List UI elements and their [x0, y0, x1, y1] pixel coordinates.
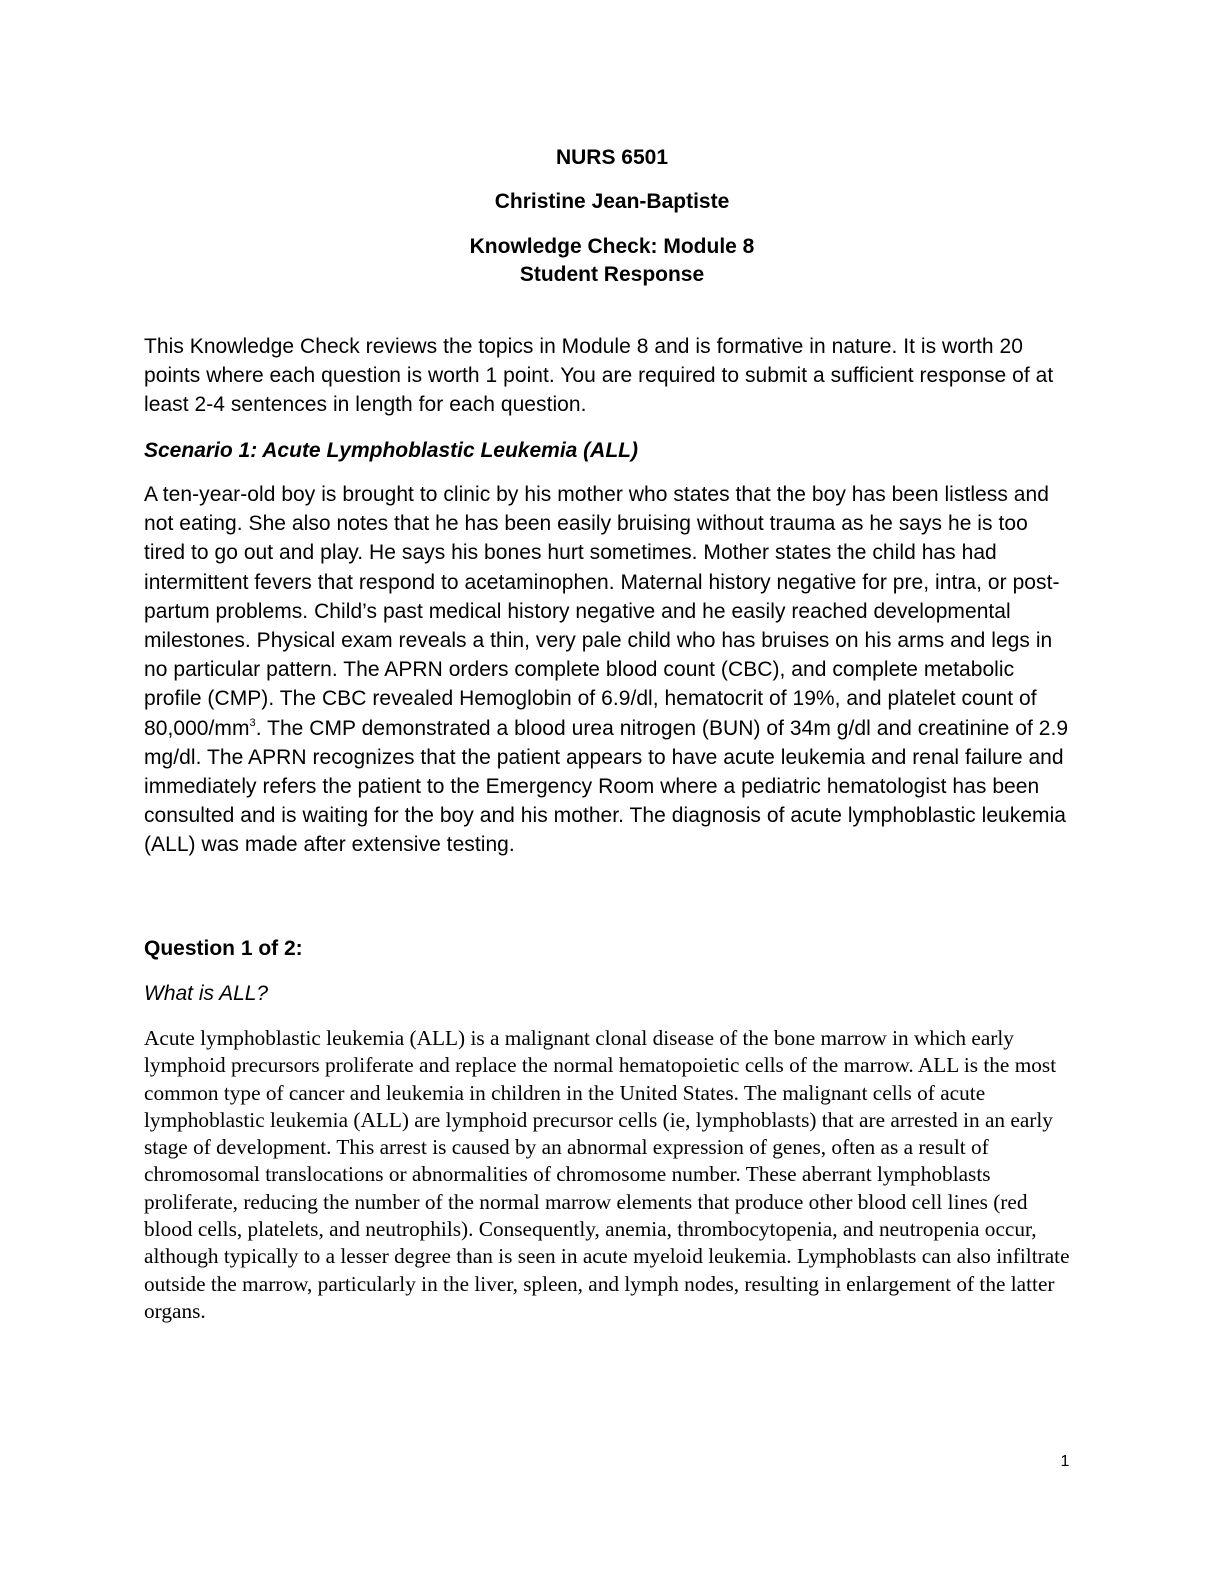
question-prompt: What is ALL?	[144, 982, 269, 1005]
page-number: 1	[1060, 1453, 1070, 1470]
document-subtitle: Student Response	[519, 263, 705, 286]
intro-paragraph: This Knowledge Check reviews the topics in Module 8 and is formative in nature. It is worth 20 points where each question is worth 1 point. You are required to submit a sufficient response of at least 2-4 sentences in length for each question.	[144, 335, 1054, 417]
answer-paragraph: Acute lymphoblastic leukemia (ALL) is a malignant clonal disease of the bone marrow in which early lymphoid precursors proliferate and replace the normal hematopoietic cells of the marrow. ALL is the most common type of cancer and leukemia in children in the United States. The malignant cells of acute lymphoblastic leukemia (ALL) are lymphoid precursor cells (ie, lymphoblasts) that are arrested in an early stage of development. This arrest is caused by an abnormal expression of genes, often as a result of chromosomal translocations or abnormalities of chromosome number. These aberrant lymphoblasts proliferate, reducing the number of the normal marrow elements that produce other blood cell lines (red blood cells, platelets, and neutrophils). Consequently, anemia, thrombocytopenia, and neutropenia occur, although typically to a lesser degree than is seen in acute myeloid leukemia. Lymphoblasts can also infiltrate outside the marrow, particularly in the liver, spleen, and lymph nodes, resulting in enlargement of the latter organs.	[144, 1026, 1070, 1323]
author-name: Christine Jean-Baptiste	[494, 190, 730, 213]
course-code: NURS 6501	[555, 146, 669, 169]
question-heading: Question 1 of 2:	[144, 937, 303, 960]
scenario-text-part1: A ten-year-old boy is brought to clinic by his mother who states that the boy has been listless and not eating. She also notes that he has been easily bruising without trauma as he says he is too tired to go out and play. He says his bones hurt sometimes. Mother states the child has had intermittent fevers that respond to acetaminophen. Maternal history negative for pre, intra, or post-partum problems. Child’s past medical history negative and he easily reached developmental milestones. Physical exam reveals a thin, very pale child who has bruises on his arms and legs in no particular pattern. The APRN orders complete blood count (CBC), and complete metabolic profile (CMP). The CBC revealed Hemoglobin of 6.9/dl, hematocrit of 19%, and platelet count of 80,000/mm	[144, 483, 1060, 740]
superscript-exponent: 3	[249, 716, 256, 729]
scenario-text-part2: . The CMP demonstrated a blood urea nitrogen (BUN) of 34m g/dl and creatinine of 2.9 mg/dl. The APRN recognizes that the patient appears to have acute leukemia and renal failure and immediately refers the patient to the Emergency Room where a pediatric hematologist has been consulted and is waiting for the boy and his mother. The diagnosis of acute lymphoblastic leukemia (ALL) was made after extensive testing.	[144, 716, 1069, 857]
scenario-title: Scenario 1: Acute Lymphoblastic Leukemia (ALL)	[144, 439, 638, 462]
document-title: Knowledge Check: Module 8	[469, 235, 755, 258]
scenario-paragraph	[144, 480, 1074, 860]
